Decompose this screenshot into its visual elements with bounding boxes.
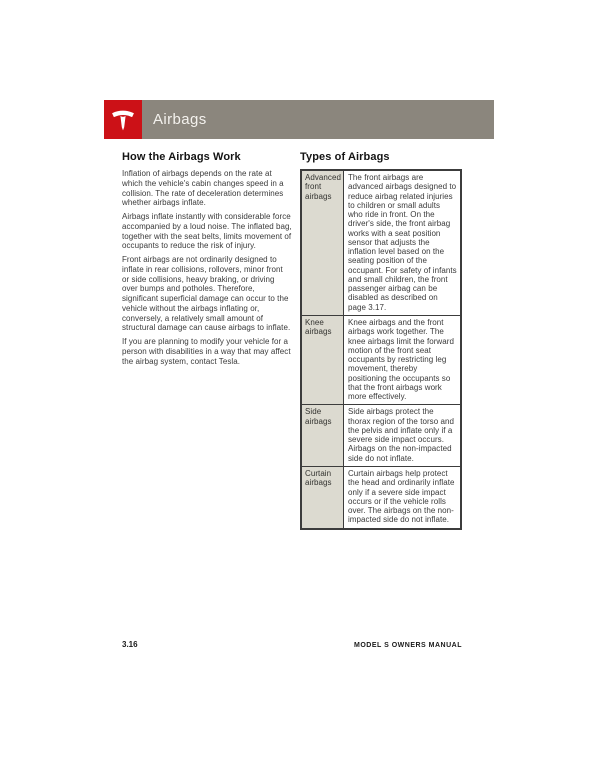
tesla-logo-box: [104, 100, 142, 139]
page-number: 3.16: [122, 640, 138, 649]
airbag-type-label: Curtain airbags: [301, 466, 343, 528]
airbag-type-description: The front airbags are advanced airbags designed to reduce airbag related injuries to children or small adults who ride in front. On the driver's side, the front airbag works with a seat position sensor that adjusts the inflation level based on the seating position of the occupant. For safety of infants and small children, the front passenger airbag can be disabled as described on page 3.17.: [343, 170, 461, 315]
chapter-title: Airbags: [153, 111, 207, 128]
table-row: [301, 405, 461, 467]
airbag-type-description: Knee airbags and the front airbags work together. The knee airbags limit the forward motion of the front seat occupants by restricting leg movement, thereby positioning the occupants so that the front airbags work more effectively.: [343, 315, 461, 404]
airbag-type-label: Knee airbags: [301, 315, 343, 404]
airbag-type-label: Advanced front airbags: [301, 170, 343, 315]
paragraph: Airbags inflate instantly with considerable force accompanied by a loud noise. The inflated bag, together with the seat belts, limits movement of occupants to reduce the risk of injury.: [122, 212, 292, 251]
left-column: [122, 151, 292, 370]
airbag-type-description: Side airbags protect the thorax region of the torso and the pelvis and inflate only if a severe side impact occurs. Airbags on the non-impacted side do not inflate.: [343, 405, 461, 467]
airbag-types-table: [300, 169, 462, 530]
page-footer: [122, 640, 462, 649]
right-column: [300, 151, 463, 530]
section-heading-how-airbags-work: How the Airbags Work: [122, 151, 241, 163]
airbag-type-label: Side airbags: [301, 405, 343, 467]
section-heading-types-of-airbags: Types of Airbags: [300, 151, 390, 163]
table-row: [301, 170, 461, 315]
paragraph: Front airbags are not ordinarily designed to inflate in rear collisions, rollovers, minor front or side collisions, heavy braking, or driving over bumps and potholes. Therefore, significant superficial damage can occur to the vehicle without the airbags inflating or, conversely, a relatively small amount of structural damage can cause airbags to inflate.: [122, 255, 291, 333]
banner-bar: [142, 100, 494, 139]
airbag-type-description: Curtain airbags help protect the head and ordinarily inflate only if a severe side impact occurs or if the vehicle rolls over. The airbags on the non-impacted side do not inflate.: [343, 466, 461, 528]
manual-title: MODEL S OWNERS MANUAL: [354, 642, 462, 649]
table-row: [301, 315, 461, 404]
chapter-banner: [104, 100, 494, 139]
table-row: [301, 466, 461, 528]
paragraph: If you are planning to modify your vehicle for a person with disabilities in a way that may affect the airbag system, contact Tesla.: [122, 337, 291, 366]
paragraph: Inflation of airbags depends on the rate at which the vehicle's cabin changes speed in a collision. The rate of deceleration determines whether airbags inflate.: [122, 169, 284, 208]
tesla-logo-icon: [110, 106, 136, 133]
